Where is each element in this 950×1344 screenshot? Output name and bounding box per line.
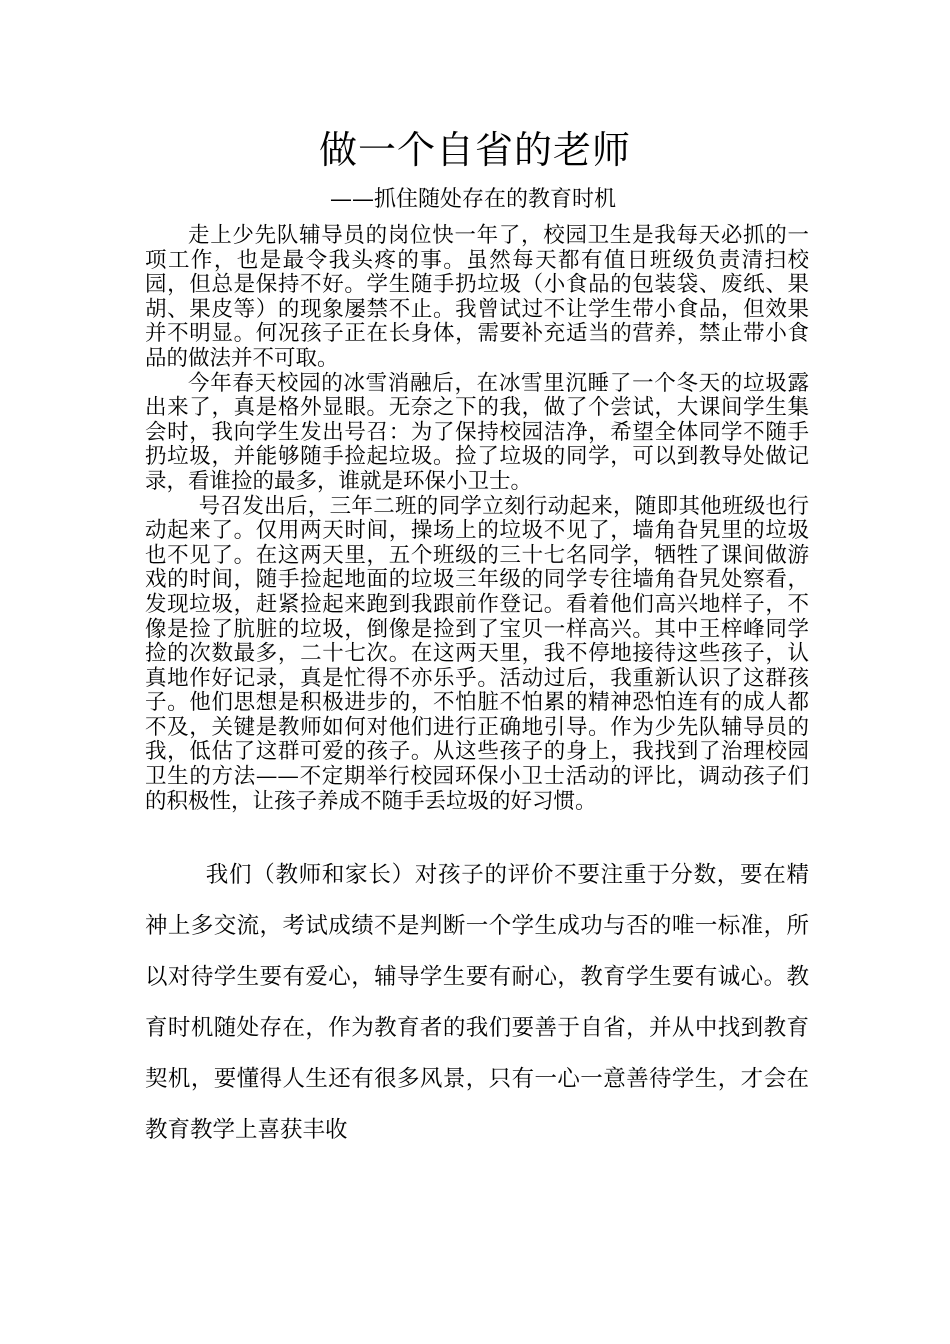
document-title: 做一个自省的老师 bbox=[318, 128, 631, 172]
paragraph-4: 我们（教师和家长）对孩子的评价不要注重于分数，要在精神上多交流，考试成绩不是判断一个学生成功与否的唯一标准，所以对待学生要有爱心，辅导学生要有耐心，教育学生要有诚心。教育时机随处存在，作为教育者的我们要善于自省，并从中找到教育契机，要懂得人生还有很多风景，只有一心一意善待学生，才会在教育教学上喜获丰收 bbox=[145, 862, 809, 1143]
closing-text-block bbox=[145, 850, 809, 1156]
paragraph-1: 走上少先队辅导员的岗位快一年了，校园卫生是我每天必抓的一项工作，也是最令我头疼的事。虽然每天都有值日班级负责清扫校园，但总是保持不好。学生随手扔垃圾（小食品的包装袋、废纸、果胡、果皮等）的现象屡禁不止。我曾试过不让学生带小食品，但效果并不明显。何况孩子正在长身体，需要补充适当的营养，禁止带小食品的做法并不可取。 bbox=[145, 223, 809, 371]
paragraph-3: 号召发出后，三年二班的同学立刻行动起来，随即其他班级也行动起来了。仅用两天时间，操场上的垃圾不见了，墙角旮旯里的垃圾也不见了。在这两天里，五个班级的三十七名同学，牺牲了课间做游戏的时间，随手捡起地面的垃圾三年级的同学专往墙角旮旯处察看，发现垃圾，赶紧捡起来跑到我跟前作登记。看着他们高兴地样子，不像是捡了肮脏的垃圾，倒像是捡到了宝贝一样高兴。其中王梓峰同学捡的次数最多，二十七次。在这两天里，我不停地接待这些孩子，认真地作好记录，真是忙得不亦乐乎。活动过后，我重新认识了这群孩子。他们思想是积极进步的，不怕脏不怕累的精神恐怕连有的成人都不及，关键是教师如何对他们进行正确地引导。作为少先队辅导员的我，低估了这群可爱的孩子。从这些孩子的身上，我找到了治理校园卫生的方法——不定期举行校园环保小卫士活动的评比，调动孩子们的积极性，让孩子养成不随手丢垃圾的好习惯。 bbox=[145, 493, 809, 814]
paragraph-2: 今年春天校园的冰雪消融后，在冰雪里沉睡了一个冬天的垃圾露出来了，真是格外显眼。无奈之下的我，做了个尝试，大课间学生集会时，我向学生发出号召：为了保持校园洁净，希望全体同学不随手扔垃圾，并能够随手捡起垃圾。捡了垃圾的同学，可以到教导处做记录，看谁捡的最多，谁就是环保小卫士。 bbox=[145, 370, 809, 494]
body-text-block bbox=[145, 224, 809, 814]
document-subtitle: ——抓住随处存在的教育时机 bbox=[330, 187, 617, 212]
